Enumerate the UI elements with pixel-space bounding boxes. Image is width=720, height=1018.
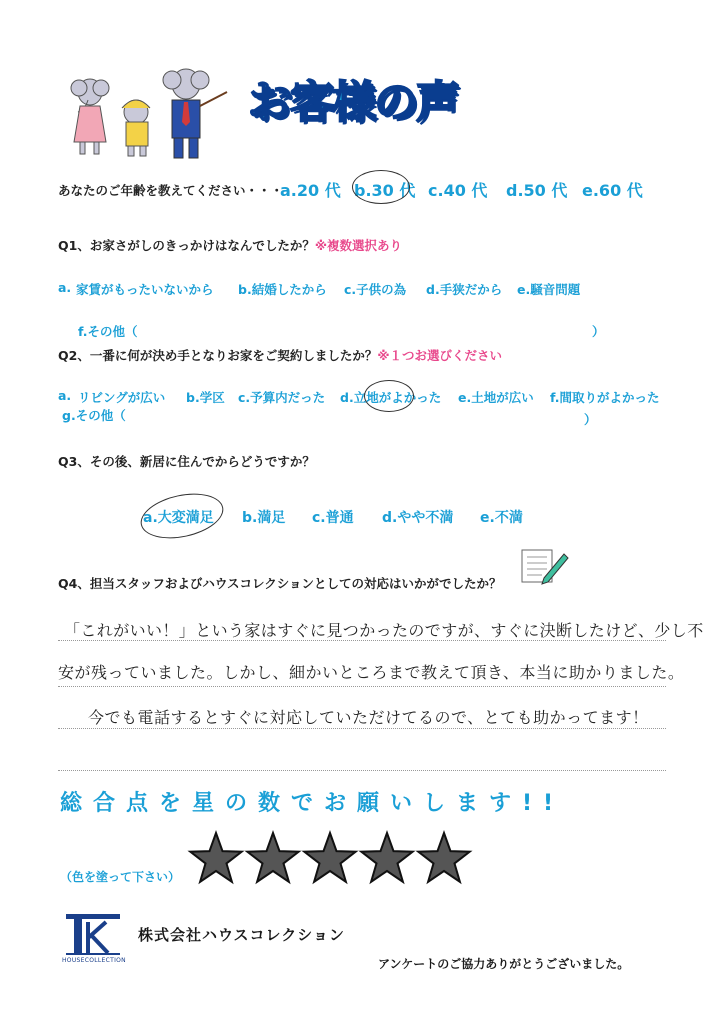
age-option-b: b.30 代 — [354, 181, 416, 200]
q3-option-e: e.不満 — [480, 510, 523, 526]
q4-answer-line-3: 今でも電話するとすぐに対応していただけてるので、とても助かってます！ — [88, 708, 649, 727]
q2-option-c: c.予算内だった — [238, 390, 326, 405]
q2-text: Q2、一番に何が決め手となりお家をご契約しましたか？ — [58, 348, 378, 363]
q3-option-d: d.やや不満 — [382, 510, 454, 526]
q2-option-e: e.土地が広い — [458, 390, 534, 405]
q1-option-e: e.騒音問題 — [517, 282, 581, 297]
star-icon — [247, 833, 298, 882]
q2-option-f: f.間取りがよかった — [550, 390, 660, 405]
elephant-mascots-illustration — [62, 62, 232, 164]
q2-option-a-marker: a. — [58, 388, 72, 403]
q1-option-d: d.手狭だから — [426, 282, 503, 297]
q2-option-d: d.立地がよかった — [340, 390, 442, 405]
q2-question — [58, 346, 502, 364]
company-name: 株式会社ハウスコレクション — [138, 926, 345, 944]
logo-caption: HOUSECOLLECTION — [62, 957, 126, 964]
q1-question — [58, 236, 402, 254]
q1-option-a-marker: a. — [58, 280, 72, 295]
age-option-c: c.40 代 — [428, 181, 488, 200]
star-icon — [361, 833, 412, 882]
q1-option-c: c.子供の為 — [344, 282, 407, 297]
answer-circle — [137, 487, 228, 546]
page-title: お客様の声 — [248, 77, 458, 128]
q2-option-other: g.その他（ — [62, 408, 126, 423]
q2-note: ※１つお選びください — [377, 348, 502, 363]
q1-option-other: f.その他（ — [78, 324, 138, 339]
q3-question: Q3、その後、新居に住んでからどうですか？ — [58, 454, 315, 469]
notepad-pencil-icon — [520, 548, 570, 586]
q1-text: Q1、お家さがしのきっかけはなんでしたか？ — [58, 238, 315, 253]
star-rating — [186, 828, 476, 888]
q3-option-b: b.満足 — [242, 510, 286, 526]
answer-circle — [352, 170, 410, 204]
q4-answer-line-2: 安が残っていました。しかし、細かいところまで教えて頂き、本当に助かりました。 — [58, 663, 685, 682]
age-question: あなたのご年齢を教えてください・・・ — [58, 183, 284, 198]
rating-hint: （色を塗って下さい） — [60, 870, 181, 884]
rating-heading: 総合点を星の数でお願いします!! — [60, 791, 565, 816]
q2-option-other-close: ） — [584, 412, 597, 427]
age-option-a: a.20 代 — [280, 181, 341, 200]
q3-option-a: a.大変満足 — [143, 510, 214, 526]
answer-line — [58, 770, 666, 771]
star-icon — [304, 833, 355, 882]
q2-option-b: b.学区 — [186, 390, 225, 405]
q1-note: ※複数選択あり — [314, 238, 402, 253]
star-icon — [418, 833, 469, 882]
answer-circle — [364, 380, 414, 412]
q1-option-other-close: ） — [592, 324, 605, 339]
star-icon — [190, 833, 241, 882]
age-option-d: d.50 代 — [506, 181, 568, 200]
thanks-message: アンケートのご協力ありがとうございました。 — [378, 957, 630, 971]
q3-option-c: c.普通 — [312, 510, 354, 526]
q4-question: Q4、担当スタッフおよびハウスコレクションとしての対応はいかがでしたか？ — [58, 576, 502, 591]
q1-option-b: b.結婚したから — [238, 282, 327, 297]
q1-option-a: 家賃がもったいないから — [76, 282, 214, 297]
answer-line — [58, 686, 666, 687]
answer-line — [58, 728, 666, 729]
q4-answer-line-1: 「これがいい！」という家はすぐに見つかったのですが、すぐに決断したけど、少し不 — [64, 621, 704, 640]
age-option-e: e.60 代 — [582, 181, 643, 200]
q2-option-a: リビングが広い — [78, 390, 166, 405]
